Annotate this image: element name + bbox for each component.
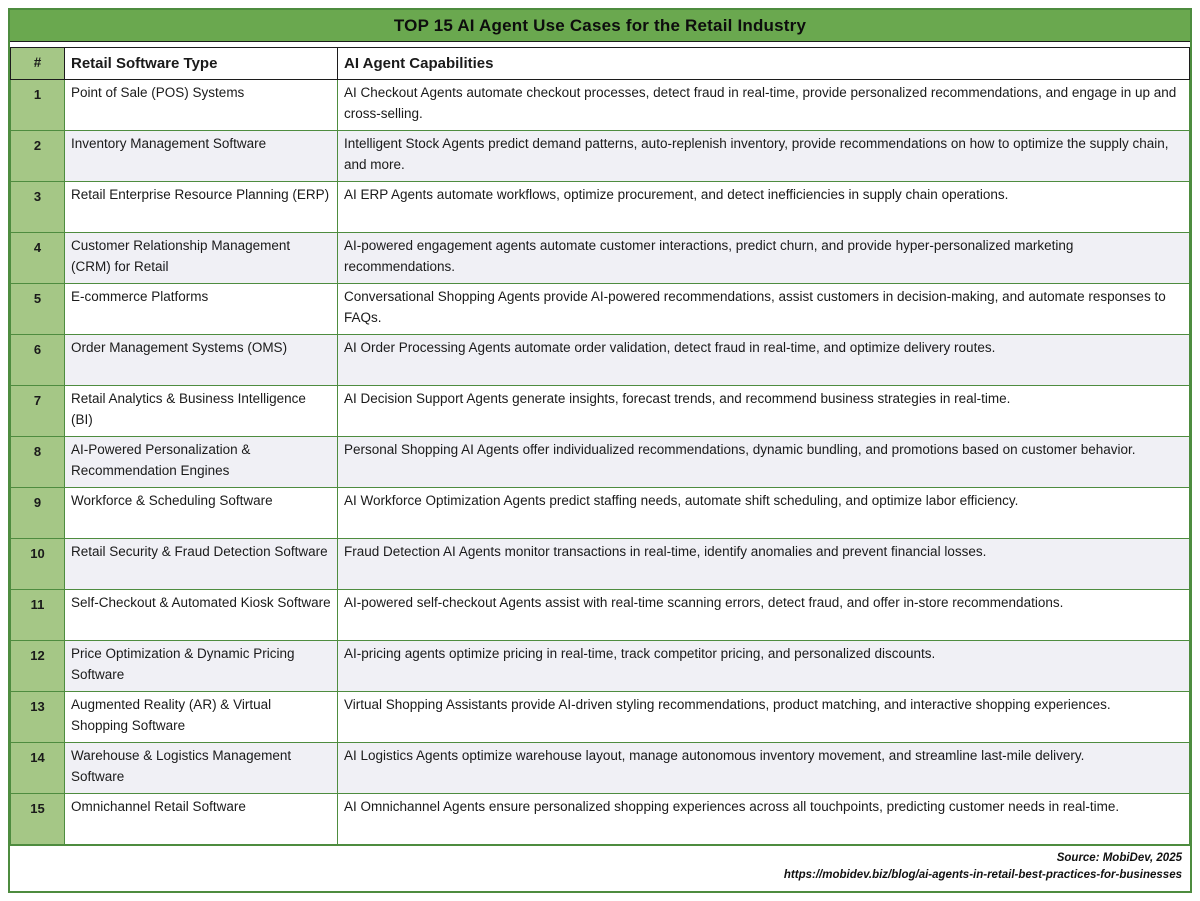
source-footer [10,845,1190,891]
capability-cell: AI Omnichannel Agents ensure personalized shopping experiences across all touchpoints, predicting customer needs in real-time. [338,794,1190,845]
software-type-cell: Omnichannel Retail Software [65,794,338,845]
table-row [11,488,1190,539]
page-title: TOP 15 AI Agent Use Cases for the Retail Industry [393,15,807,35]
table-row [11,743,1190,794]
capability-cell: AI ERP Agents automate workflows, optimize procurement, and detect inefficiencies in supply chain operations. [338,182,1190,233]
software-type-cell: Retail Enterprise Resource Planning (ERP) [65,182,338,233]
table-row [11,131,1190,182]
row-number-cell: 6 [11,335,65,386]
table-row [11,80,1190,131]
capability-cell: AI Checkout Agents automate checkout processes, detect fraud in real-time, provide personalized recommendations, and engage in up and cross-selling. [338,80,1190,131]
software-type-cell: Inventory Management Software [65,131,338,182]
table-row [11,539,1190,590]
row-number-cell: 13 [11,692,65,743]
row-number-cell: 8 [11,437,65,488]
table-row [11,182,1190,233]
table-row [11,284,1190,335]
column-header-number: # [11,48,65,80]
table-row [11,641,1190,692]
use-cases-table [10,47,1190,845]
capability-cell: AI Decision Support Agents generate insights, forecast trends, and recommend business strategies in real-time. [338,386,1190,437]
capability-cell: AI Workforce Optimization Agents predict staffing needs, automate shift scheduling, and optimize labor efficiency. [338,488,1190,539]
table-frame [8,8,1192,893]
table-row [11,590,1190,641]
software-type-cell: Augmented Reality (AR) & Virtual Shopping Software [65,692,338,743]
column-header-capabilities: AI Agent Capabilities [338,48,1190,80]
capability-cell: AI-pricing agents optimize pricing in real-time, track competitor pricing, and personalized discounts. [338,641,1190,692]
row-number-cell: 14 [11,743,65,794]
table-body [11,80,1190,845]
capability-cell: AI Order Processing Agents automate order validation, detect fraud in real-time, and optimize delivery routes. [338,335,1190,386]
capability-cell: Personal Shopping AI Agents offer individualized recommendations, dynamic bundling, and promotions based on customer behavior. [338,437,1190,488]
row-number-cell: 11 [11,590,65,641]
software-type-cell: AI-Powered Personalization & Recommendation Engines [65,437,338,488]
software-type-cell: Retail Security & Fraud Detection Software [65,539,338,590]
capability-cell: Virtual Shopping Assistants provide AI-driven styling recommendations, product matching, and interactive shopping experiences. [338,692,1190,743]
source-url: https://mobidev.biz/blog/ai-agents-in-retail-best-practices-for-businesses [783,869,1182,882]
table-header-row [11,48,1190,80]
capability-cell: AI Logistics Agents optimize warehouse layout, manage autonomous inventory movement, and streamline last-mile delivery. [338,743,1190,794]
row-number-cell: 5 [11,284,65,335]
capability-cell: Fraud Detection AI Agents monitor transactions in real-time, identify anomalies and prevent financial losses. [338,539,1190,590]
row-number-cell: 4 [11,233,65,284]
capability-cell: Conversational Shopping Agents provide AI-powered recommendations, assist customers in decision-making, and automate responses to FAQs. [338,284,1190,335]
row-number-cell: 2 [11,131,65,182]
table-row [11,692,1190,743]
software-type-cell: Price Optimization & Dynamic Pricing Software [65,641,338,692]
row-number-cell: 3 [11,182,65,233]
row-number-cell: 12 [11,641,65,692]
table-row [11,386,1190,437]
software-type-cell: E-commerce Platforms [65,284,338,335]
source-attribution: Source: MobiDev, 2025 [1056,852,1182,864]
software-type-cell: Workforce & Scheduling Software [65,488,338,539]
software-type-cell: Point of Sale (POS) Systems [65,80,338,131]
software-type-cell: Retail Analytics & Business Intelligence (BI) [65,386,338,437]
capability-cell: AI-powered self-checkout Agents assist with real-time scanning errors, detect fraud, and offer in-store recommendations. [338,590,1190,641]
software-type-cell: Customer Relationship Management (CRM) for Retail [65,233,338,284]
row-number-cell: 1 [11,80,65,131]
table-row [11,437,1190,488]
row-number-cell: 7 [11,386,65,437]
table-row [11,335,1190,386]
row-number-cell: 10 [11,539,65,590]
row-number-cell: 15 [11,794,65,845]
table-row [11,794,1190,845]
column-header-software-type: Retail Software Type [65,48,338,80]
software-type-cell: Self-Checkout & Automated Kiosk Software [65,590,338,641]
software-type-cell: Order Management Systems (OMS) [65,335,338,386]
row-number-cell: 9 [11,488,65,539]
software-type-cell: Warehouse & Logistics Management Software [65,743,338,794]
capability-cell: AI-powered engagement agents automate customer interactions, predict churn, and provide hyper-personalized marketing recommendations. [338,233,1190,284]
table-title-bar [10,10,1190,42]
table-row [11,233,1190,284]
capability-cell: Intelligent Stock Agents predict demand patterns, auto-replenish inventory, provide recommendations on how to optimize the supply chain, and more. [338,131,1190,182]
